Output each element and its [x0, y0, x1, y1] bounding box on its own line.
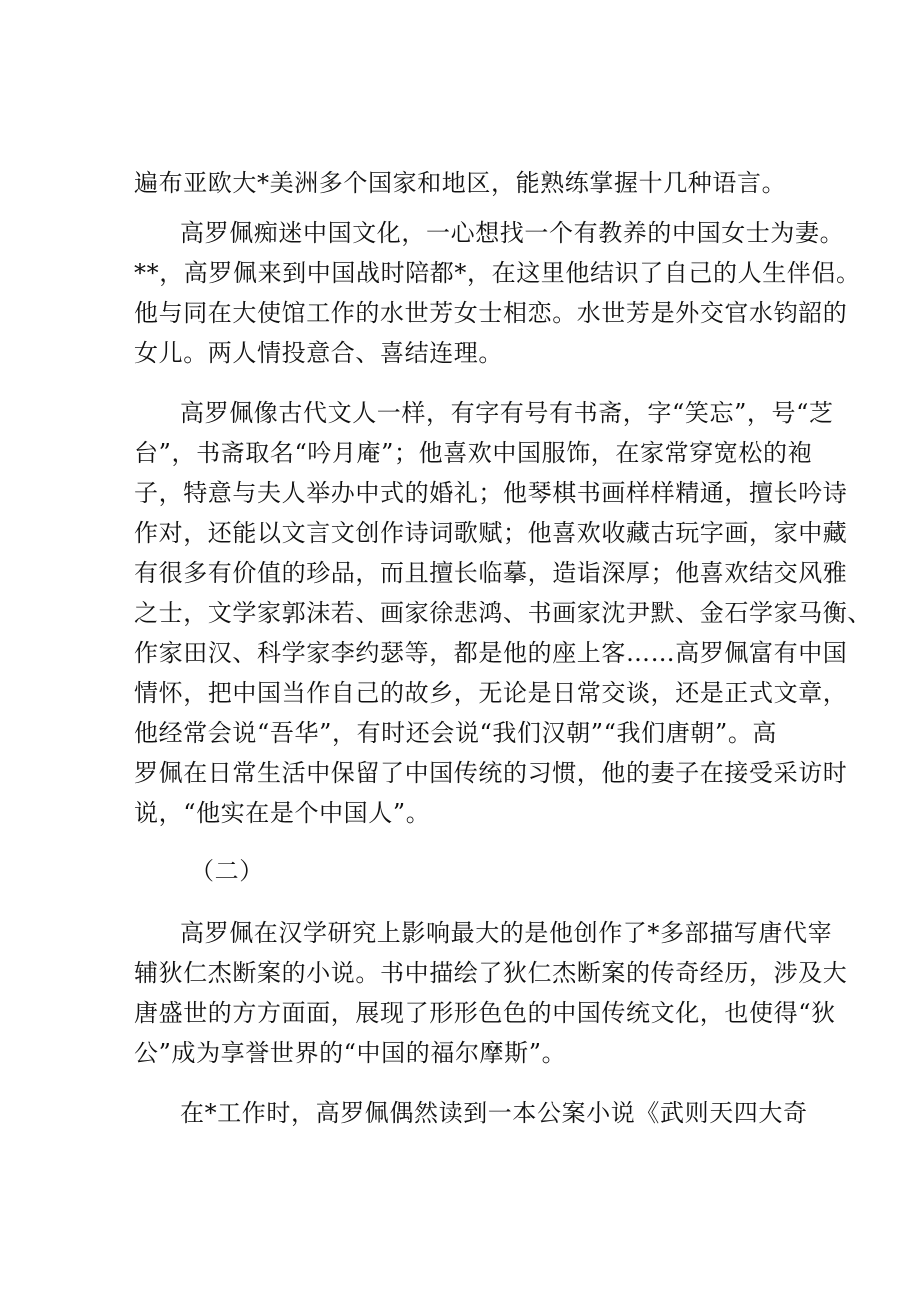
paragraph-first-line: 高罗佩痴迷中国文化，一心想找一个有教养的中国女士为妻。 — [180, 219, 845, 247]
text-line: 情怀，把中国当作自己的故乡，无论是日常交谈，还是正式文章， — [134, 679, 848, 707]
text-line: 罗佩在日常生活中保留了中国传统的习惯，他的妻子在接受采访时 — [134, 759, 848, 787]
text-line: 作家田汉、科学家李约瑟等，都是他的座上客……高罗佩富有中国 — [134, 639, 848, 667]
text-line: 作对，还能以文言文创作诗词歌赋；他喜欢收藏古玩字画，家中藏 — [134, 519, 848, 547]
text-line: 子，特意与夫人举办中式的婚礼；他琴棋书画样样精通，擅长吟诗 — [134, 479, 848, 507]
paragraph-first-line: 高罗佩在汉学研究上影响最大的是他创作了*多部描写唐代宰 — [180, 919, 833, 947]
section-heading: （二） — [190, 857, 264, 885]
paragraph-first-line: 在*工作时，高罗佩偶然读到一本公案小说《武则天四大奇 — [180, 1099, 808, 1127]
text-line: 台”，书斋取名“吟月庵”；他喜欢中国服饰，在家常穿宽松的袍 — [134, 439, 813, 467]
text-line: 有很多有价值的珍品，而且擅长临摹，造诣深厚；他喜欢结交风雅 — [134, 559, 848, 587]
text-line: 女儿。两人情投意合、喜结连理。 — [134, 339, 503, 367]
text-line: 他经常会说“吾华”，有时还会说“我们汉朝”“我们唐朝”。高 — [134, 719, 778, 747]
text-line: 遍布亚欧大*美洲多个国家和地区，能熟练掌握十几种语言。 — [134, 169, 787, 197]
text-line: 之士，文学家郭沫若、画家徐悲鸿、书画家沈尹默、金石学家马衡、 — [134, 599, 872, 627]
text-line: 说，“他实在是个中国人”。 — [134, 799, 431, 827]
text-line: 辅狄仁杰断案的小说。书中描绘了狄仁杰断案的传奇经历，涉及大 — [134, 959, 848, 987]
text-line: 他与同在大使馆工作的水世芳女士相恋。水世芳是外交官水钧韶的 — [134, 299, 848, 327]
text-line: 公”成为享誉世界的“中国的福尔摩斯”。 — [134, 1039, 567, 1067]
paragraph-first-line: 高罗佩像古代文人一样，有字有号有书斋，字“笑忘”，号“芝 — [180, 399, 834, 427]
text-line: 唐盛世的方方面面，展现了形形色色的中国传统文化，也使得“狄 — [134, 999, 836, 1027]
text-line: **，高罗佩来到中国战时陪都*，在这里他结识了自己的人生伴侣。 — [134, 259, 861, 287]
